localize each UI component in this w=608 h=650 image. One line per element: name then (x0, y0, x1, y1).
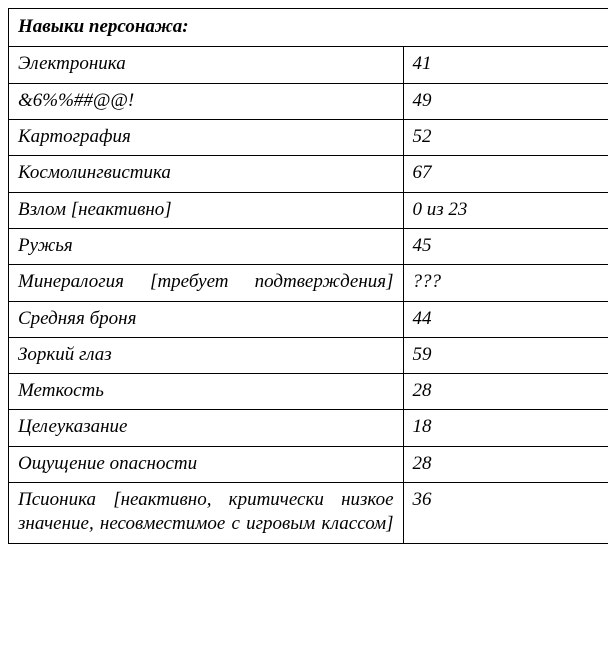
skill-value: 0 из 23 (403, 192, 608, 228)
table-row (9, 483, 608, 544)
skill-name: Зоркий глаз (9, 337, 404, 373)
table-row (9, 337, 608, 373)
skill-value: 45 (403, 228, 608, 264)
skill-name: Картография (9, 119, 404, 155)
skill-name: Взлом [неактивно] (9, 192, 404, 228)
skill-name: &6%%##@@! (9, 83, 404, 119)
skills-table-title-spacer (403, 9, 608, 47)
table-row (9, 47, 608, 83)
table-row (9, 301, 608, 337)
skill-name: Средняя броня (9, 301, 404, 337)
skill-name: Ружья (9, 228, 404, 264)
skill-value: 18 (403, 410, 608, 446)
table-row (9, 119, 608, 155)
skill-name: Меткость (9, 374, 404, 410)
table-row (9, 83, 608, 119)
skill-value: 67 (403, 156, 608, 192)
skills-table-title: Навыки персонажа: (9, 9, 404, 47)
table-row (9, 228, 608, 264)
skill-name: Электроника (9, 47, 404, 83)
skill-name: Минералогия [требует подтверждения] (9, 265, 404, 301)
skill-value: 49 (403, 83, 608, 119)
skill-value: ??? (403, 265, 608, 301)
skill-value: 52 (403, 119, 608, 155)
table-header-row (9, 9, 608, 47)
skill-value: 41 (403, 47, 608, 83)
skill-value: 59 (403, 337, 608, 373)
skills-table-body (9, 9, 608, 544)
table-row (9, 192, 608, 228)
table-row (9, 446, 608, 482)
skill-name: Космолингвистика (9, 156, 404, 192)
skill-name: Ощущение опасности (9, 446, 404, 482)
table-row (9, 156, 608, 192)
skill-name: Целеуказание (9, 410, 404, 446)
table-row (9, 374, 608, 410)
skill-name: Псионика [неактивно, критически низкое значение, несовместимое с игровым классом] (9, 483, 404, 544)
skill-value: 44 (403, 301, 608, 337)
table-row (9, 410, 608, 446)
skills-table (8, 8, 608, 544)
skill-value: 28 (403, 446, 608, 482)
skill-value: 36 (403, 483, 608, 544)
table-row (9, 265, 608, 301)
skill-value: 28 (403, 374, 608, 410)
